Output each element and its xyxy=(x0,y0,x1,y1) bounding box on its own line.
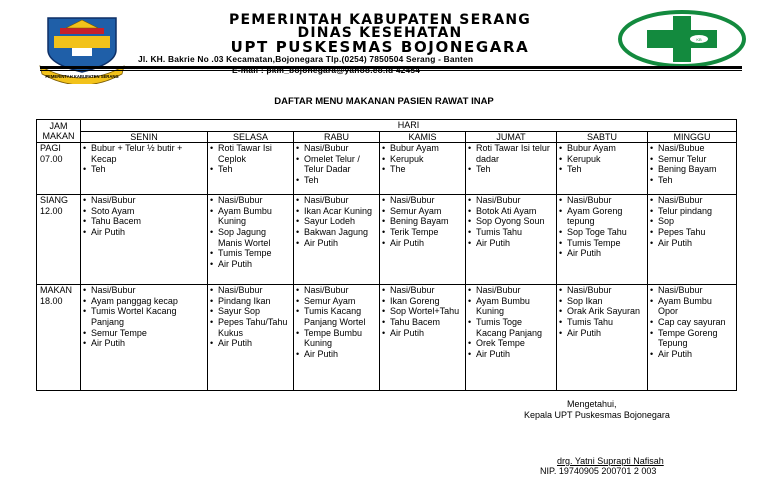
day-header: SELASA xyxy=(208,131,294,143)
menu-item: • Bakwan Jagung xyxy=(296,227,377,238)
day-header: JUMAT xyxy=(466,131,557,143)
menu-item: • Telur pindang xyxy=(650,206,734,217)
menu-item: • Bening Bayam xyxy=(650,164,734,175)
meal-time-cell: SIANG 12.00 xyxy=(37,195,81,285)
menu-item: • Nasi/Bubur xyxy=(296,195,377,206)
menu-item: • Sop Toge Tahu xyxy=(559,227,645,238)
menu-item: • Teh xyxy=(296,175,377,186)
menu-item: • Sop Ikan xyxy=(559,296,645,307)
menu-item: • Semur Tempe xyxy=(83,328,205,339)
table-row xyxy=(37,285,737,391)
dept-name: DINAS KESEHATAN xyxy=(297,25,463,41)
menu-item: • Tumis Toge Kacang Panjang xyxy=(468,317,554,338)
menu-item: • Teh xyxy=(650,175,734,186)
menu-item: • Roti Tawar Isi Ceplok xyxy=(210,143,291,164)
menu-item: • Air Putih xyxy=(468,349,554,360)
menu-table xyxy=(36,119,737,391)
menu-item: • Nasi/Bubur xyxy=(296,285,377,296)
menu-item: • Pepes Tahu xyxy=(650,227,734,238)
meal-time-cell: MAKAN 18.00 xyxy=(37,285,81,391)
menu-item: • Nasi/Bubur xyxy=(83,285,205,296)
menu-item: • Nasi/Bubur xyxy=(382,195,463,206)
menu-cell xyxy=(294,143,380,195)
svg-text:PEMERINTAH KABUPATEN SERANG: PEMERINTAH KABUPATEN SERANG xyxy=(45,74,119,79)
menu-item: • Tumis Tempe xyxy=(210,248,291,259)
hari-header: HARI xyxy=(81,120,737,132)
puskesmas-green-cross-icon xyxy=(617,10,747,68)
acknowledged-label: Mengetahui, xyxy=(567,399,617,409)
svg-text:KB: KB xyxy=(696,37,702,42)
institution-name: UPT PUSKESMAS BOJONEGARA xyxy=(230,38,530,56)
menu-item: • Bubur Ayam xyxy=(382,143,463,154)
menu-item: • Air Putih xyxy=(468,238,554,249)
menu-item: • Sop Wortel+Tahu xyxy=(382,306,463,317)
menu-item: • Semur Ayam xyxy=(296,296,377,307)
signer-nip: NIP. 19740905 200701 2 003 xyxy=(540,466,657,476)
menu-cell xyxy=(466,285,557,391)
menu-item: • Nasi/Bubur xyxy=(296,143,377,154)
email: E-mail : pkm_bojonegara@yahoo.co.id 42454 xyxy=(232,65,421,75)
menu-item: • Soto Ayam xyxy=(83,206,205,217)
menu-item: • Orak Arik Sayuran xyxy=(559,306,645,317)
menu-item: • Air Putih xyxy=(210,259,291,270)
menu-cell xyxy=(557,285,648,391)
menu-cell xyxy=(380,285,466,391)
menu-item: • Nasi/Bubur xyxy=(559,195,645,206)
menu-cell xyxy=(648,285,737,391)
menu-item: • Kerupuk xyxy=(382,154,463,165)
menu-item: • Tahu Bacem xyxy=(382,317,463,328)
menu-item: • Tumis Kacang Panjang Wortel xyxy=(296,306,377,327)
menu-item: • Air Putih xyxy=(650,349,734,360)
menu-item: • Nasi/Bubur xyxy=(83,195,205,206)
menu-item: • Sop xyxy=(650,216,734,227)
menu-item: • Tempe Bumbu Kuning xyxy=(296,328,377,349)
menu-item: • Air Putih xyxy=(210,338,291,349)
menu-item: • Ayam Goreng tepung xyxy=(559,206,645,227)
menu-cell xyxy=(648,143,737,195)
menu-item: • Nasi/Bubur xyxy=(650,195,734,206)
menu-item: • Air Putih xyxy=(382,238,463,249)
menu-item: • Air Putih xyxy=(83,338,205,349)
menu-cell xyxy=(557,195,648,285)
menu-item: • Ayam Bumbu Kuning xyxy=(210,206,291,227)
menu-cell xyxy=(208,143,294,195)
menu-item: • Sop Oyong Soun xyxy=(468,216,554,227)
table-header-row xyxy=(37,120,737,132)
menu-item: • Ayam Bumbu Opor xyxy=(650,296,734,317)
serang-regency-emblem-icon xyxy=(36,14,128,84)
menu-item: • Tumis Tahu xyxy=(559,317,645,328)
menu-cell xyxy=(380,143,466,195)
menu-item: • Cap cay sayuran xyxy=(650,317,734,328)
menu-item: • Terik Tempe xyxy=(382,227,463,238)
menu-item: • Tempe Goreng Tepung xyxy=(650,328,734,349)
letterhead xyxy=(138,12,620,75)
jam-makan-header: JAM MAKAN xyxy=(37,120,81,143)
day-header: SABTU xyxy=(557,131,648,143)
menu-item: • Nasi/Bubur xyxy=(468,285,554,296)
menu-cell xyxy=(208,285,294,391)
menu-cell xyxy=(81,143,208,195)
menu-item: • Bubur Ayam xyxy=(559,143,645,154)
menu-item: • Sayur Lodeh xyxy=(296,216,377,227)
menu-item: • Tumis Tempe xyxy=(559,238,645,249)
menu-item: • Air Putih xyxy=(83,227,205,238)
menu-item: • Tahu Bacem xyxy=(83,216,205,227)
menu-item: • Nasi/Bubur xyxy=(559,285,645,296)
day-header: SENIN xyxy=(81,131,208,143)
meal-time-cell: PAGI 07.00 xyxy=(37,143,81,195)
menu-item: • Tumis Wortel Kacang Panjang xyxy=(83,306,205,327)
menu-item: • Nasi/Bubur xyxy=(210,285,291,296)
menu-item: • Nasi/Bubur xyxy=(382,285,463,296)
menu-item: • Ayam panggag kecap xyxy=(83,296,205,307)
day-header: KAMIS xyxy=(380,131,466,143)
menu-cell xyxy=(81,285,208,391)
menu-item: • Teh xyxy=(83,164,205,175)
menu-cell xyxy=(81,195,208,285)
table-row xyxy=(37,195,737,285)
menu-item: • Ikan Goreng xyxy=(382,296,463,307)
menu-cell xyxy=(648,195,737,285)
govt-name: PEMERINTAH KABUPATEN SERANG xyxy=(229,12,531,28)
menu-item: • Bening Bayam xyxy=(382,216,463,227)
signer-name: drg. Yatni Suprapti Nafisah xyxy=(557,456,664,466)
menu-item: • Nasi/Bubur xyxy=(468,195,554,206)
menu-item: • Tumis Tahu xyxy=(468,227,554,238)
menu-cell xyxy=(466,195,557,285)
menu-item: • Semur Telur xyxy=(650,154,734,165)
menu-item: • Bubur + Telur ½ butir + Kecap xyxy=(83,143,205,164)
menu-item: • Air Putih xyxy=(382,328,463,339)
letterhead-divider xyxy=(40,66,742,71)
table-row xyxy=(37,143,737,195)
menu-cell xyxy=(380,195,466,285)
menu-item: • Nasi/Bubur xyxy=(210,195,291,206)
menu-item: • Orek Tempe xyxy=(468,338,554,349)
menu-item: • Sayur Sop xyxy=(210,306,291,317)
menu-item: • Air Putih xyxy=(559,328,645,339)
menu-item: • Nasi/Bubur xyxy=(650,285,734,296)
menu-item: • Pepes Tahu/Tahu Kukus xyxy=(210,317,291,338)
menu-item: • Ayam Bumbu Kuning xyxy=(468,296,554,317)
day-header-row xyxy=(37,131,737,143)
menu-item: • Kerupuk xyxy=(559,154,645,165)
menu-item: • Teh xyxy=(468,164,554,175)
menu-item: • Teh xyxy=(210,164,291,175)
document-title: DAFTAR MENU MAKANAN PASIEN RAWAT INAP xyxy=(274,96,494,107)
menu-item: • Omelet Telur / Telur Dadar xyxy=(296,154,377,175)
signer-position: Kepala UPT Puskesmas Bojonegara xyxy=(524,410,670,420)
menu-cell xyxy=(466,143,557,195)
menu-item: • Pindang Ikan xyxy=(210,296,291,307)
menu-item: • Air Putih xyxy=(296,349,377,360)
menu-cell xyxy=(294,195,380,285)
day-header: RABU xyxy=(294,131,380,143)
menu-cell xyxy=(557,143,648,195)
menu-item: • Semur Ayam xyxy=(382,206,463,217)
menu-item: • Teh xyxy=(559,164,645,175)
menu-item: • Air Putih xyxy=(650,238,734,249)
menu-item: • Ikan Acar Kuning xyxy=(296,206,377,217)
menu-item: • Air Putih xyxy=(296,238,377,249)
menu-item: • Nasi/Bubue xyxy=(650,143,734,154)
menu-item: • Air Putih xyxy=(559,248,645,259)
menu-cell xyxy=(294,285,380,391)
menu-item: • Roti Tawar Isi telur dadar xyxy=(468,143,554,164)
menu-item: • Sop Jagung Manis Wortel xyxy=(210,227,291,248)
day-header: MINGGU xyxy=(648,131,737,143)
address: Jl. KH. Bakrie No .03 Kecamatan,Bojonegara Tlp.(0254) 7850504 Serang - Banten xyxy=(138,54,474,64)
menu-cell xyxy=(208,195,294,285)
menu-item: • The xyxy=(382,164,463,175)
menu-item: • Botok Ati Ayam xyxy=(468,206,554,217)
